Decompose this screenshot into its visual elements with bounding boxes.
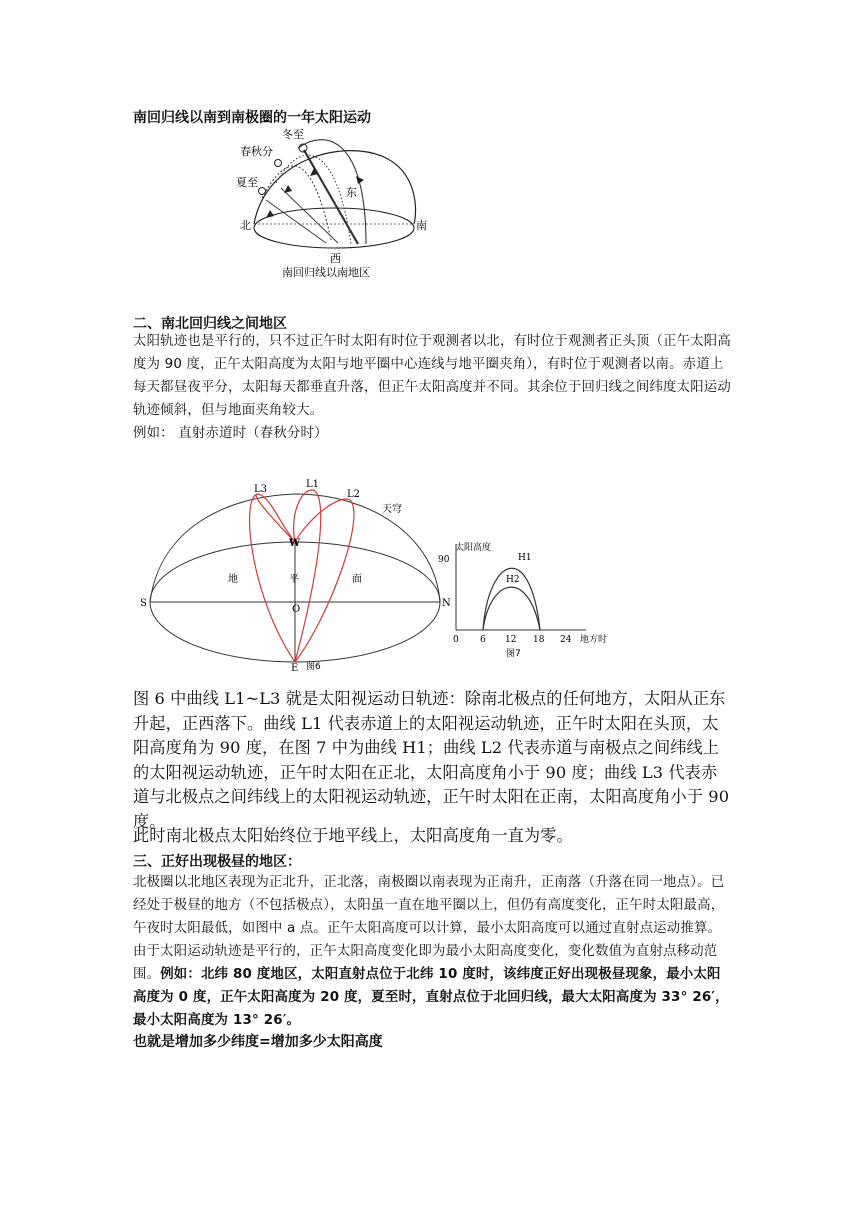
summary-line: 也就是增加多少纬度=增加多少太阳高度 (133, 1034, 383, 1050)
label-winter: 冬至 (282, 128, 304, 141)
ray-1 (266, 200, 326, 243)
x-axis-title: 地方时 (580, 635, 608, 645)
horizon-ellipse (254, 208, 414, 248)
y-tick-90: 90 (438, 555, 450, 565)
label-L2: L2 (347, 489, 361, 500)
x-tick-6: 6 (480, 635, 486, 645)
section3-text: 北极圈以北地区表现为正北升，正北落，南极圈以南表现为正南升，正南落（升落在同一地点）。已经处于极昼的地方（不包括极点），太阳虽一直在地平圈以上，但仍有高度变化，正午时太阳最高，午夜时太阳最低，如图中 a 点。正午太阳高度可以计算，最小太阳高度可以通过直射点运动推算。由于太阳运动轨迹是平行的，正午太阳高度变化即为最小太阳高度变化，变化数值为直射点移动范围。 (133, 875, 725, 982)
x-tick-0: 0 (453, 635, 459, 645)
label-H2: H2 (506, 575, 520, 585)
south-sun-path-figure (226, 128, 436, 303)
label-mian: 面 (352, 574, 362, 585)
label-N: N (442, 598, 451, 609)
figure-explanation-paragraph: 图 6 中曲线 L1~L3 就是太阳视运动日轨迹：除南北极点的任何地方，太阳从正东升起，正西落下。曲线 L1 代表赤道上的太阳视运动轨迹，正午时太阳在头顶，太阳高度角为 90 度，在图 7 中为曲线 H1；曲线 L2 代表赤道与南极点之间纬线上的太阳视运动轨迹，正午时太阳在正北，太阳高度角小于 90 度；曲线 L3 代表赤道与北极点之间纬线上的太阳视运动轨迹，正午时太阳在正南，太阳高度角小于 90 度。 (133, 689, 730, 831)
label-west: 西 (330, 252, 341, 265)
label-L1: L1 (306, 479, 320, 490)
label-east: 东 (346, 186, 357, 199)
section2-paragraph: 太阳轨迹也是平行的，只不过正午时太阳有时位于观测者以北，有时位于观测者正头顶（正午太阳高度为 90 度，正午太阳高度为太阳与地平圈中心连线与地平圈夹角），有时位于观测者以南。赤道上每天都昼夜平分，太阳每天都垂直升落，但正午太阳高度并不同。其余位于回归线之间纬度太阳运动轨迹倾斜，但与地面夹角较大。 (133, 334, 731, 418)
section3-paragraph (133, 871, 733, 1032)
label-L3: L3 (254, 484, 268, 495)
figure6-caption: 图6 (306, 662, 321, 672)
x-tick-12: 12 (505, 635, 517, 645)
dome-outline (254, 151, 416, 224)
arrow-4 (266, 210, 274, 218)
path-L2 (295, 499, 354, 662)
figure7-caption: 图7 (506, 649, 521, 659)
arrow-1 (284, 185, 292, 193)
label-north: 北 (240, 219, 251, 232)
section-heading-2: 二、南北回归线之间地区 (133, 316, 287, 332)
label-O: O (292, 604, 301, 615)
sun-equinox-icon (275, 160, 282, 167)
path-L3-top (258, 494, 295, 542)
x-tick-24: 24 (560, 635, 572, 645)
label-equinox: 春秋分 (240, 145, 273, 158)
label-di: 地 (228, 574, 238, 585)
y-axis-title: 太阳高度 (455, 543, 492, 553)
label-south: 南 (416, 219, 427, 232)
example-line: 例如： 直射赤道时（春秋分时） (133, 426, 328, 441)
label-H1: H1 (518, 553, 532, 563)
figure-caption-south: 南回归线以南地区 (282, 266, 370, 279)
figure-7 (436, 538, 608, 662)
poles-note-paragraph: 此时南北极点太阳始终位于地平线上，太阳高度角一直为零。 (133, 826, 573, 845)
figure-6 (140, 476, 460, 676)
label-W: W (289, 538, 301, 549)
x-tick-18: 18 (533, 635, 545, 645)
section-title-south: 南回归线以南到南极圈的一年太阳运动 (133, 110, 371, 126)
sun-summer-icon (259, 188, 266, 195)
section-heading-3: 三、正好出现极昼的地区： (133, 854, 301, 870)
section3-bold-example: 例如：北纬 80 度地区，太阳直射点位于北纬 10 度时，该纬度正好出现极昼现象，最小太阳高度为 0 度，正午太阳高度为 20 度，夏至时，直射点位于北回归线，最大太阳高度为 33° 26′，最小太阳高度为 13° 26′。 (133, 967, 729, 1028)
label-summer: 夏至 (236, 176, 258, 189)
label-sky: 天穹 (382, 504, 402, 515)
label-E: E (291, 663, 299, 674)
label-ping: 平 (289, 574, 299, 585)
label-S: S (140, 598, 147, 609)
curve-H2 (483, 587, 540, 630)
